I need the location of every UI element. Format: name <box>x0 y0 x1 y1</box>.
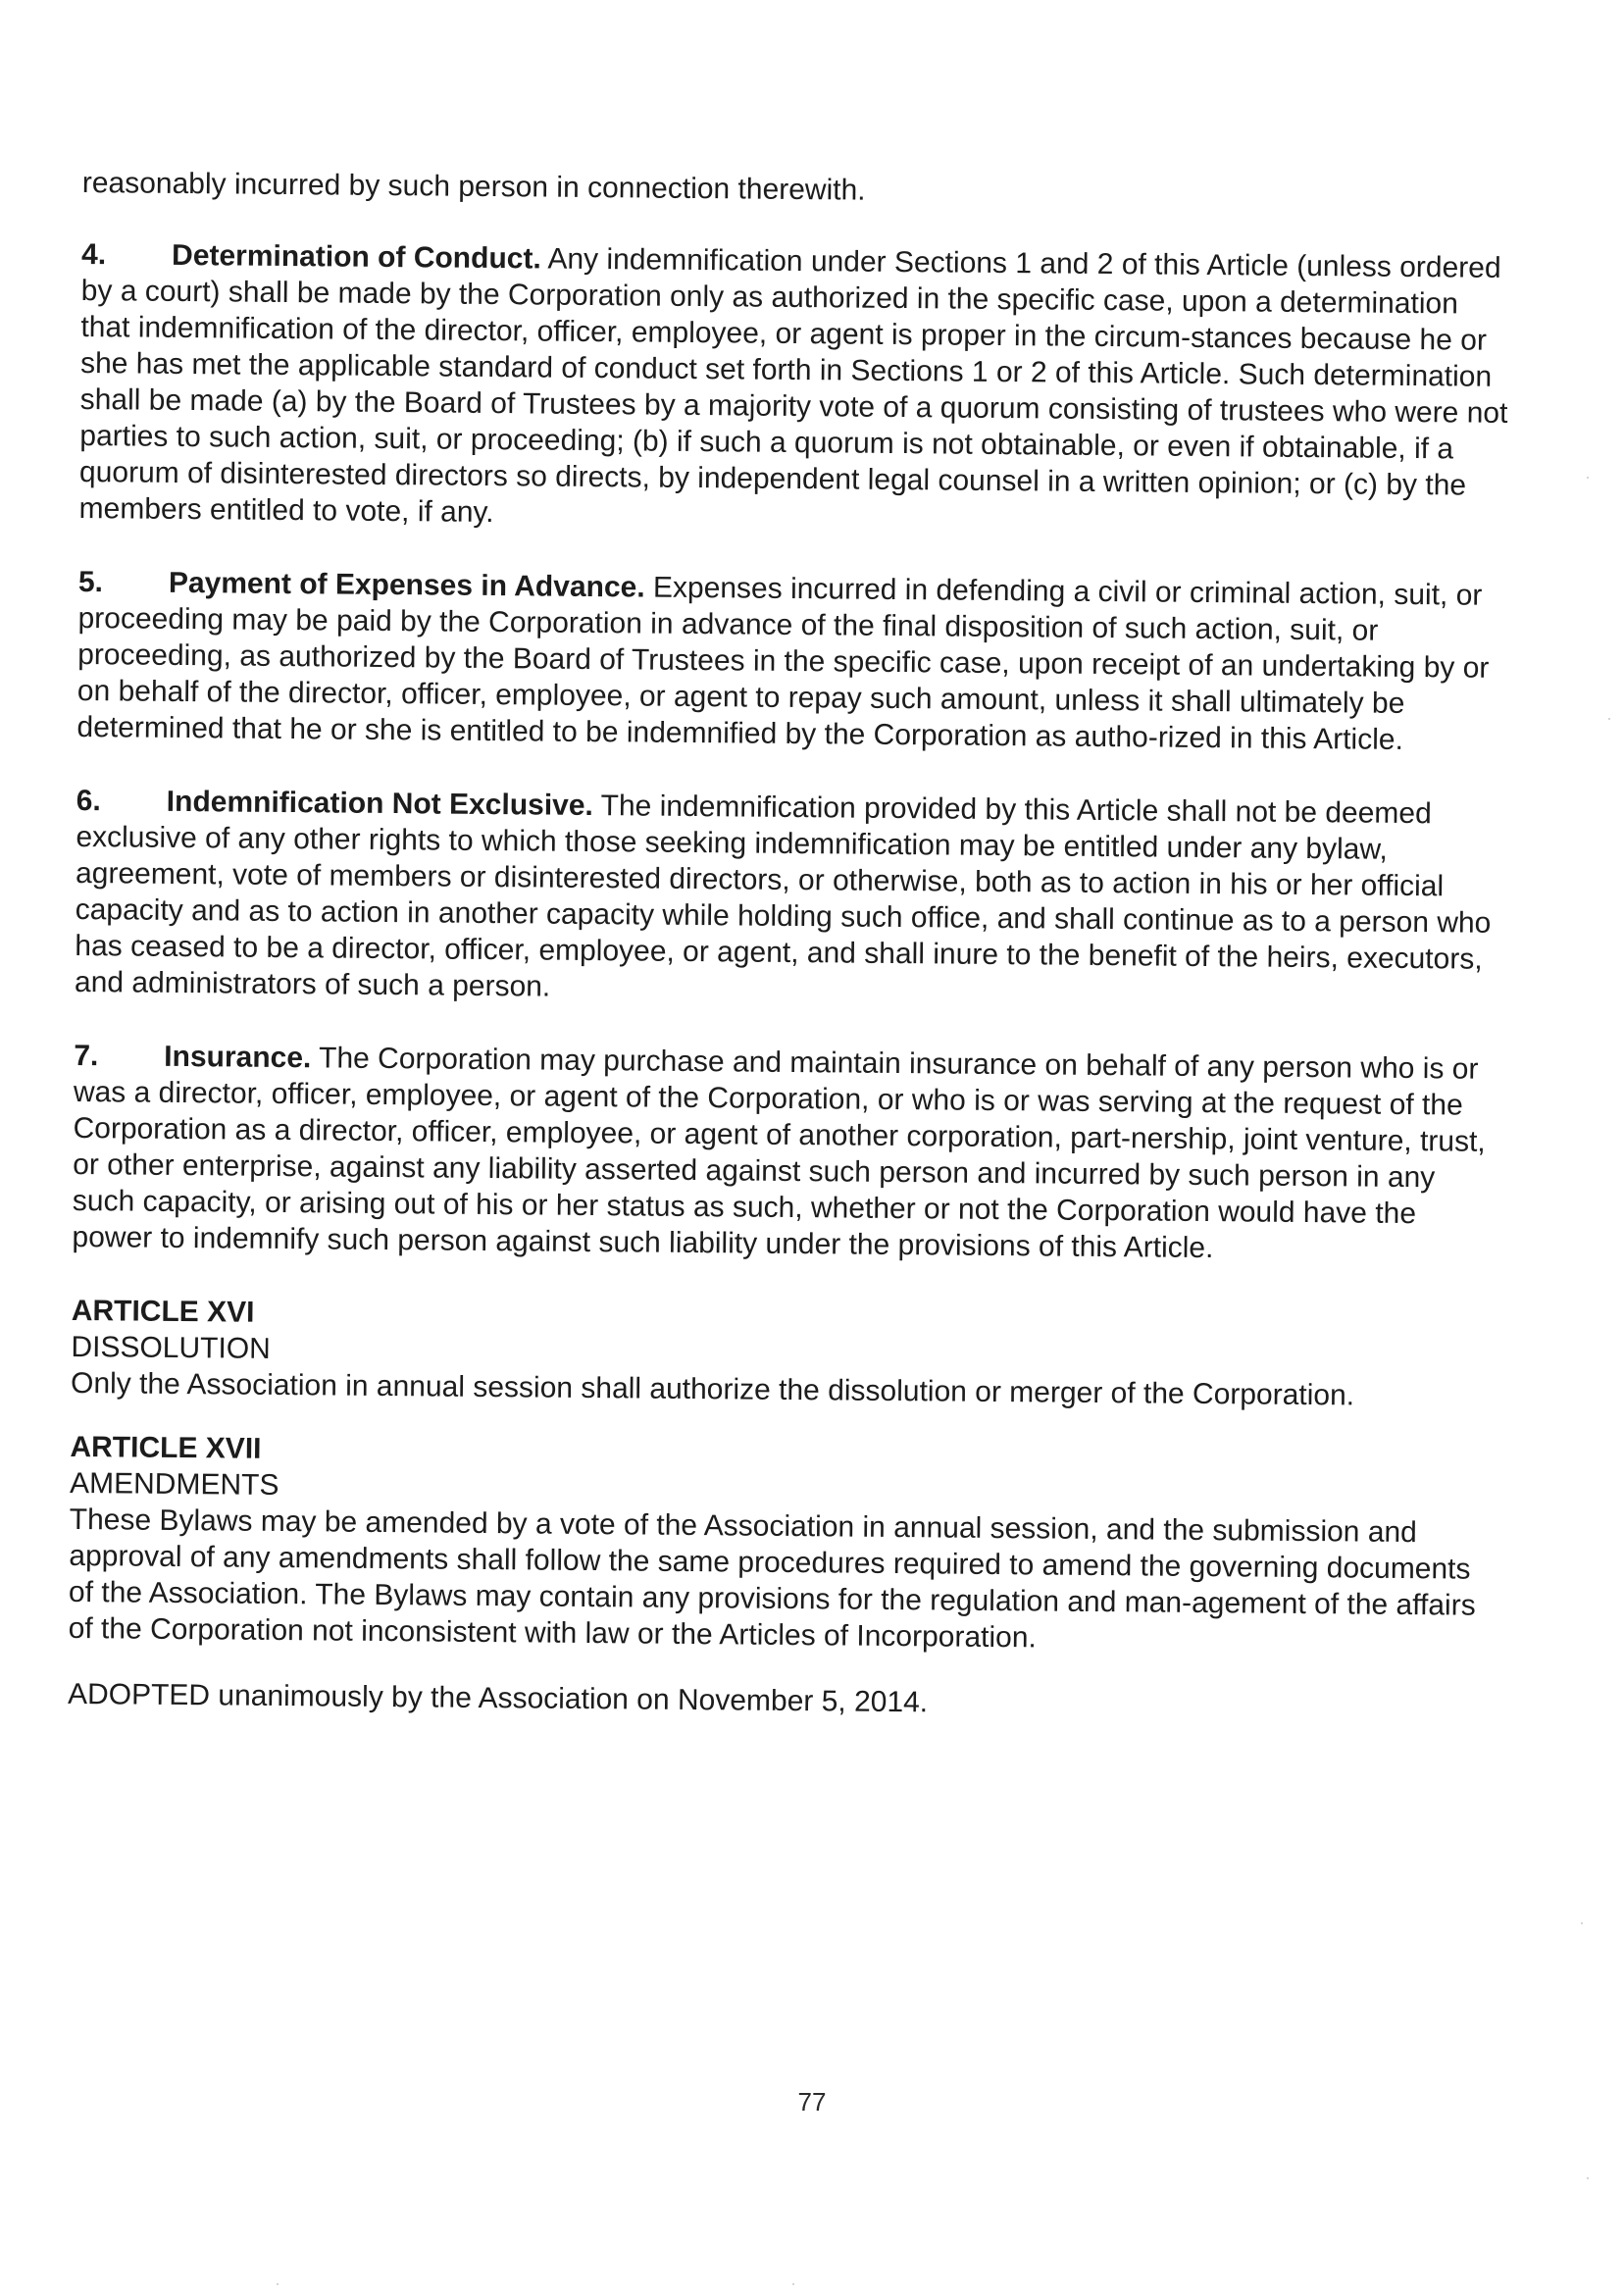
section-6 <box>75 783 1508 1014</box>
scan-speck <box>1581 1922 1583 1924</box>
page-number: 77 <box>797 2087 827 2116</box>
section-heading: Insurance. <box>164 1040 312 1075</box>
section-7 <box>72 1038 1505 1269</box>
section-number: 4. <box>80 237 107 272</box>
article-number: ARTICLE XVII <box>70 1430 262 1465</box>
section-body: The Corporation may purchase and maintain insurance on behalf of any person who is or was a director, officer, employee, or agent of the Corporation, or who is or was serving at the request of the Corporation as a director, officer, employee, or agent of another corporation, part-nership, joint venture, trust, or other enterprise, against any liability asserted against such person and incurred by such person in any such capacity, or arising out of his or her status as such, whether or not the Corporation would have the power to indemnify such person against such liability under the provisions of this Article. <box>72 1042 1486 1265</box>
article-number: ARTICLE XVI <box>71 1294 255 1329</box>
article-body: These Bylaws may be amended by a vote of the Association in annual session, and the submission and approval of any amendments shall follow the same procedures required to amend the governing documents of the Association. The Bylaws may contain any provisions for the regulation and man-agement of the affairs of the Corporation not inconsistent with law or the Articles of Incorporation. <box>68 1503 1476 1655</box>
article-title: DISSOLUTION <box>71 1330 271 1365</box>
scan-speck <box>1608 718 1610 720</box>
section-body: Any indemnification under Sections 1 and 2 of this Article (unless ordered by a court) shall be made by the Corporation only as authorized in the specific case, upon a determination that indemnification of the director, officer, employee, or agent is proper in the circum-stances because he or she has met the applicable standard of conduct set forth in Sections 1 or 2 of this Article. Such determination shall be made (a) by the Board of Trustees by a majority vote of a quorum consisting of trustees who were not parties to such action, suit, or proceeding; (b) if such a quorum is not obtainable, or even if obtainable, if a quorum of disinterested directors so directs, by independent legal counsel in a written opinion; or (c) by the members entitled to vote, if any. <box>78 242 1508 530</box>
section-5 <box>76 564 1510 759</box>
article-title: AMENDMENTS <box>69 1466 279 1502</box>
article-xvi <box>71 1293 1503 1415</box>
section-number: 7. <box>74 1039 99 1073</box>
scan-speck <box>792 2283 794 2285</box>
section-number: 6. <box>76 784 101 818</box>
scan-speck <box>1587 477 1589 479</box>
section-heading: Indemnification Not Exclusive. <box>166 785 594 823</box>
section-body: The indemnification provided by this Article shall not be deemed exclusive of any other rights to which those seeking indemnification may be entitled under any bylaw, agreement, vote of members or disinterested directors, or otherwise, both as to action in his or her official capacity and as to action in another capacity while holding such office, and shall continue as to a person who has ceased to be a director, officer, employee, or agent, and shall inure to the benefit of the heirs, executors, and administrators of such a person. <box>74 790 1492 1003</box>
article-xvii <box>68 1429 1501 1660</box>
document-body <box>67 165 1513 1763</box>
scan-speck <box>277 2283 279 2285</box>
adopted-statement: ADOPTED unanimously by the Association on November 5, 2014. <box>67 1677 929 1719</box>
scan-speck <box>1587 2177 1589 2179</box>
intro-line: reasonably incurred by such person in connection therewith. <box>81 166 866 207</box>
section-number: 5. <box>77 565 104 599</box>
section-heading: Determination of Conduct. <box>171 238 541 276</box>
article-body: Only the Association in annual session shall authorize the dissolution or merger of the Corporation. <box>70 1366 1355 1412</box>
section-body: Expenses incurred in defending a civil or criminal action, suit, or proceeding may be paid by the Corporation in advance of the final disposition of such action, suit, or proceeding, as authorized by the Board of Trustees in the specific case, upon receipt of an undertaking by or on behalf of the director, officer, employee, or agent to repay such amount, unless it shall ultimately be determined that he or she is entitled to be indemnified by the Corporation as autho-rized in this Article. <box>76 571 1490 756</box>
section-heading: Payment of Expenses in Advance. <box>168 566 645 604</box>
section-4 <box>78 236 1513 540</box>
